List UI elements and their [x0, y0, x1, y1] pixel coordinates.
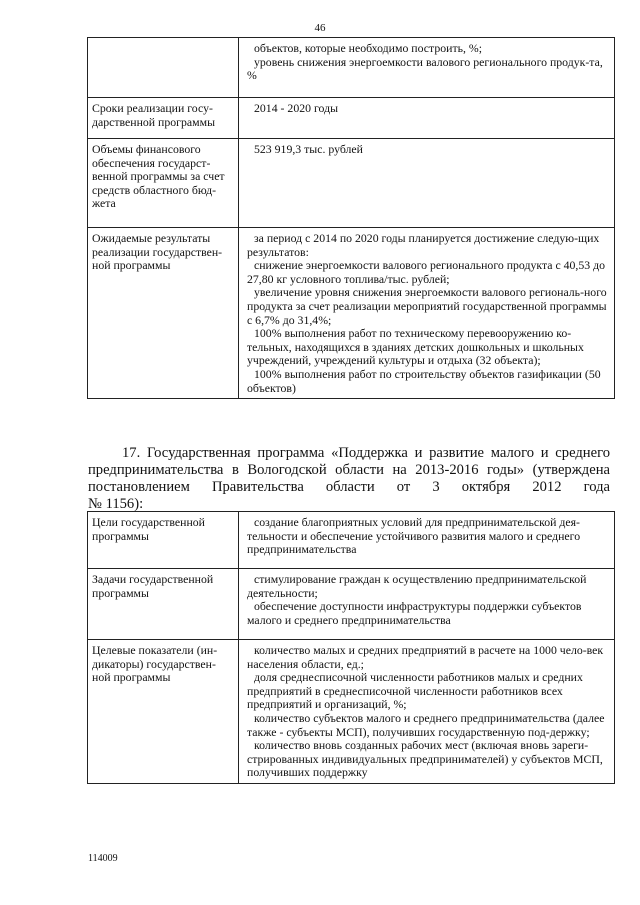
row-label: Цели государственной программы: [88, 512, 239, 569]
section-heading-text: 17. Государственная программа «Поддержка и развитие малого и среднего предпринимательства в Вологодской области на 2013-2016 годы» (утверждена постановлением Правительства области от 3 октября 2012 года: [88, 445, 610, 495]
value-paragraph: 100% выполнения работ по строительству объектов газификации (50 объектов): [247, 366, 601, 395]
value-paragraph: объектов, которые необходимо построить, %;: [254, 41, 482, 55]
table-row: [88, 640, 615, 784]
program-table-business: [87, 511, 615, 784]
row-value: [239, 640, 615, 784]
row-label: Ожидаемые результаты реализации государствен-ной программы: [88, 228, 239, 399]
value-paragraph: 100% выполнения работ по техническому перевооружению ко-тельных, находящихся в зданиях детских дошкольных и школьных учреждений, учреждений культуры и отдыха (32 объекта);: [247, 326, 584, 368]
value-paragraph: 2014 - 2020 годы: [254, 101, 338, 115]
value-paragraph: 523 919,3 тыс. рублей: [254, 142, 363, 156]
value-paragraph: обеспечение доступности инфраструктуры поддержки субъектов малого и среднего предпринимательства: [247, 599, 582, 627]
table-row: [88, 38, 615, 98]
row-label: Сроки реализации госу-дарственной программы: [88, 98, 239, 139]
row-value: [239, 38, 615, 98]
table-row: [88, 569, 615, 640]
row-value: [239, 569, 615, 640]
document-code: 114009: [88, 853, 118, 864]
value-paragraph: количество вновь созданных рабочих мест (включая вновь зареги-стрированных индивидуальных предпринимателей) у субъектов МСП, получивших поддержку: [247, 738, 603, 780]
row-value: [239, 228, 615, 399]
page-number: 46: [314, 22, 326, 34]
value-paragraph: количество субъектов малого и среднего предпринимательства (далее также - субъекты МСП), получивших государственную под-держку;: [247, 710, 605, 739]
row-label: Задачи государственной программы: [88, 569, 239, 640]
value-paragraph: стимулирование граждан к осуществлению предпринимательской деятельности;: [247, 572, 587, 600]
row-label: [88, 38, 239, 98]
value-paragraph: количество малых и средних предприятий в расчете на 1000 чело-век населения области, ед.;: [247, 643, 604, 671]
section-heading-last-line: № 1156):: [88, 496, 144, 512]
table-row: [88, 512, 615, 569]
table-row: [88, 98, 615, 139]
row-label: Объемы финансового обеспечения государст-венной программы за счет средств областного бюд-жета: [88, 139, 239, 228]
value-paragraph: увеличение уровня снижения энергоемкости валового региональ-ного продукта за счет реализации мероприятий государственной программы с 6,7% до 31,4%;: [247, 285, 607, 327]
row-value: [239, 98, 615, 139]
value-paragraph: доля среднесписочной численности работников малых и средних предприятий в среднесписочной численности работников всех предприятий и организаций, %;: [247, 670, 583, 712]
row-value: [239, 139, 615, 228]
program-table-energy: [87, 37, 615, 399]
row-value: [239, 512, 615, 569]
value-paragraph: создание благоприятных условий для предпринимательской дея-тельности и обеспечение устойчивого развития малого и среднего предпринимательства: [247, 515, 581, 557]
section-heading: [88, 445, 610, 513]
value-paragraph: за период с 2014 по 2020 годы планируется достижение следую-щих результатов:: [247, 231, 600, 259]
value-paragraph: снижение энергоемкости валового регионального продукта с 40,53 до 27,80 кг условного топлива/тыс. рублей;: [247, 258, 606, 286]
row-label: Целевые показатели (ин-дикаторы) государствен-ной программы: [88, 640, 239, 784]
value-paragraph: уровень снижения энергоемкости валового регионального продук-та, %: [247, 54, 603, 83]
table-row: [88, 139, 615, 228]
table-row: [88, 228, 615, 399]
